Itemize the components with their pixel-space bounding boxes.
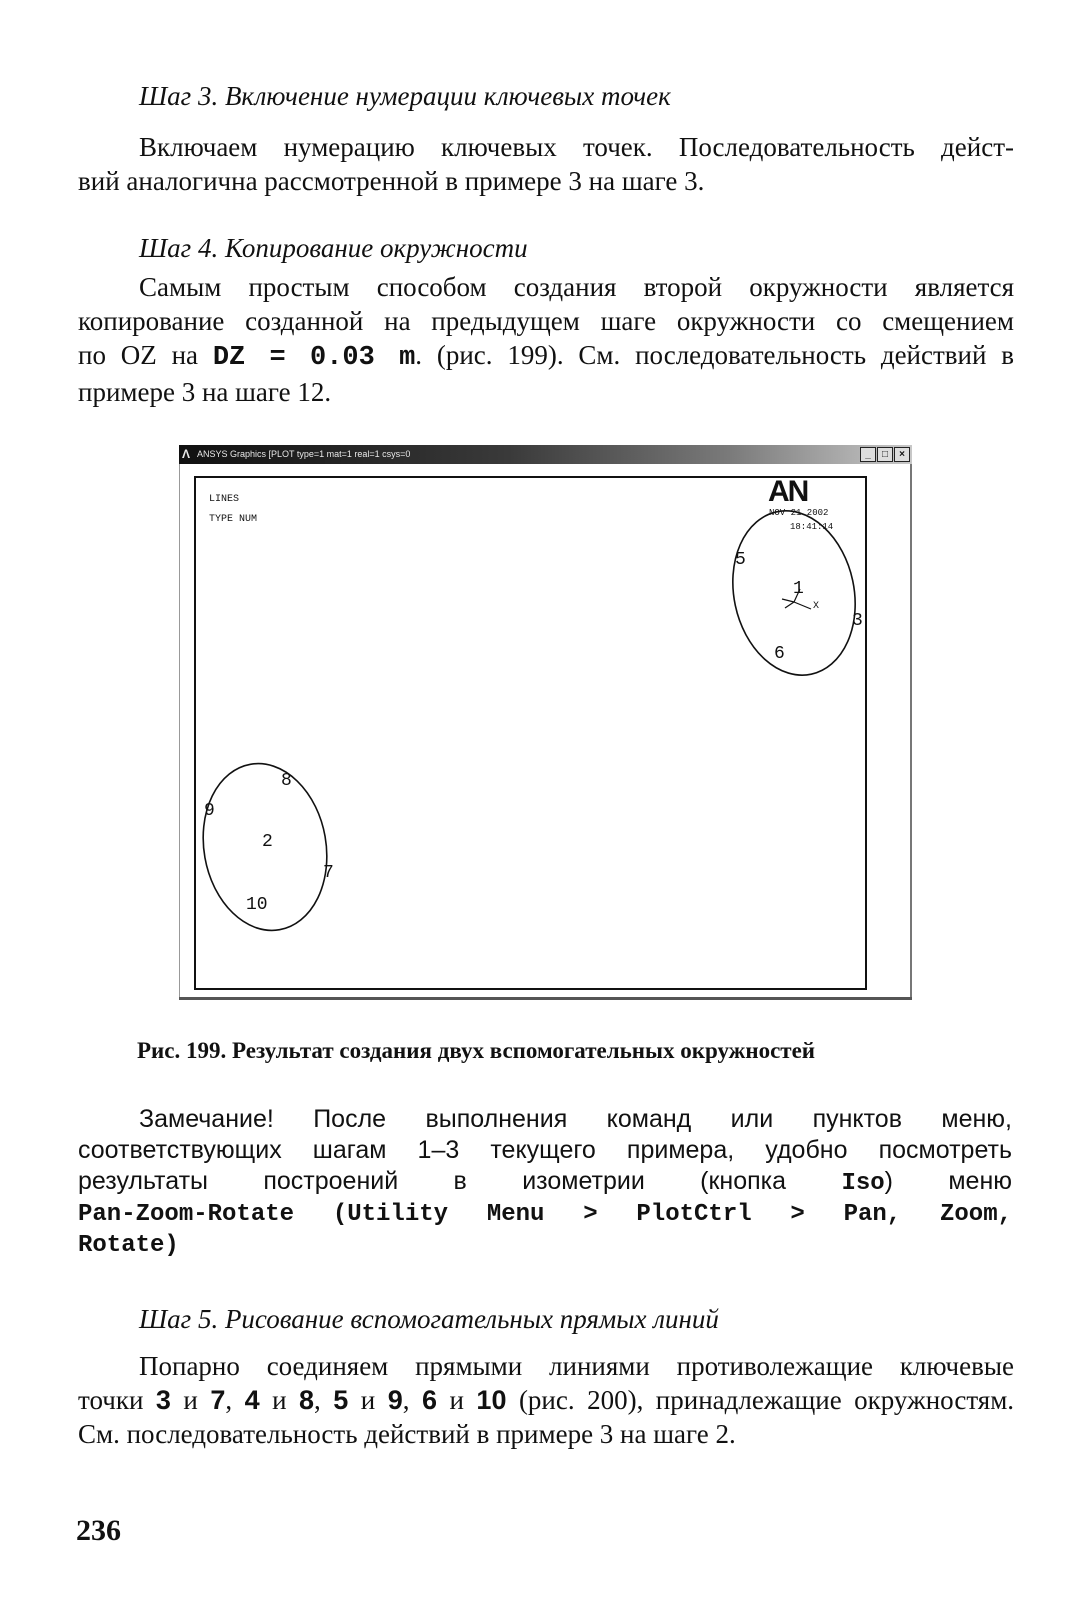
note-line-2: соответствующих шагам 1–3 текущего примера, удобно посмотреть (78, 1136, 1012, 1164)
label-type-num: TYPE NUM (209, 514, 258, 525)
keypoint-5: 5 (735, 550, 746, 570)
ansys-logo-icon: Λ (182, 447, 191, 461)
close-button[interactable]: × (894, 447, 910, 462)
window-title: ANSYS Graphics [PLOT type=1 mat=1 real=1 csys=0 (197, 449, 411, 459)
plot-time: 18:41:14 (790, 522, 834, 532)
window-bottom-edge (179, 997, 912, 1000)
label-lines: LINES (209, 494, 240, 505)
maximize-button[interactable]: □ (877, 447, 893, 462)
step5-title: Шаг 5. Рисование вспомогательных прямых линий (139, 1304, 719, 1334)
keypoint-8: 8 (281, 771, 292, 791)
s5-t0: точки (78, 1385, 156, 1415)
step4-line-4: примере 3 на шаге 12. (78, 377, 332, 407)
step5-paragraph (78, 1349, 1014, 1451)
step3-line-1: Включаем нумерацию ключевых точек. Последовательность дейст- (139, 132, 1014, 162)
circle-1 (718, 499, 865, 686)
keypoint-1: 1 (793, 579, 804, 599)
s5-c6: 9 (387, 1385, 403, 1415)
s5-t3: и (259, 1385, 300, 1415)
s5-t4: , (314, 1385, 334, 1415)
step3-title: Шаг 3. Включение нумерации ключевых точек (139, 81, 671, 111)
plot-canvas (196, 478, 865, 988)
s5-t8: (рис. 200), принадлежащие окружностям. (506, 1385, 1015, 1415)
window-left-edge (179, 464, 180, 998)
keypoint-6: 6 (774, 644, 785, 664)
keypoint-9: 9 (204, 801, 215, 821)
step3-paragraph (78, 130, 1014, 198)
s5-c7: 6 (421, 1385, 438, 1415)
step5-line-1: Попарно соединяем прямыми линиями противолежащие ключевые (139, 1351, 1014, 1381)
step4-line-3-pre: по OZ на (78, 340, 213, 370)
iso-code: Iso (841, 1170, 885, 1197)
s5-t2: , (225, 1385, 245, 1415)
note-line-5: Rotate) (78, 1232, 179, 1259)
keypoint-10: 10 (246, 895, 268, 915)
keypoint-7: 7 (323, 863, 334, 883)
step4-title: Шаг 4. Копирование окружности (139, 233, 528, 263)
step4-line-3-post: . (рис. 199). См. последовательность действий в (415, 340, 1014, 370)
s5-c3: 4 (244, 1385, 260, 1415)
s5-c8: 10 (476, 1385, 507, 1415)
note-paragraph (78, 1104, 1012, 1261)
step5-line-3: См. последовательность действий в примере 3 на шаге 2. (78, 1419, 736, 1449)
step4-line-3 (78, 338, 1014, 375)
note-line-3-post: ) меню (884, 1167, 1012, 1195)
s5-t7: и (437, 1385, 477, 1415)
step5-line-2 (78, 1383, 1014, 1417)
figure-caption: Рис. 199. Результат создания двух вспомогательных окружностей (137, 1038, 816, 1063)
graphics-area[interactable] (194, 476, 867, 990)
s5-t5: и (348, 1385, 388, 1415)
step4-line-2: копирование созданной на предыдущем шаге окружности со смещением (78, 306, 1014, 336)
step3-line-2: вий аналогична рассмотренной в примере 3 на шаге 3. (78, 166, 705, 196)
s5-c5: 5 (333, 1385, 349, 1415)
keypoint-3: 3 (852, 611, 863, 631)
note-line-1: Замечание! После выполнения команд или пунктов меню, (139, 1105, 1012, 1133)
step4-line-1: Самым простым способом создания второй окружности является (139, 272, 1014, 302)
dz-code: DZ = 0.03 m (212, 343, 416, 373)
s5-c4: 8 (299, 1385, 315, 1415)
axis-x-label: X (813, 601, 820, 612)
note-line-3 (78, 1166, 1012, 1199)
note-line-3-pre: результаты построений в изометрии (кнопка (78, 1167, 842, 1195)
minimize-button[interactable]: _ (860, 447, 876, 462)
plot-date: NOV 21 2002 (769, 508, 829, 518)
page-number: 236 (76, 1514, 121, 1547)
keypoint-2: 2 (262, 832, 273, 852)
s5-t6: , (402, 1385, 422, 1415)
s5-c2: 7 (210, 1385, 226, 1415)
window-controls (860, 447, 910, 462)
ansys-window-titlebar (179, 445, 912, 464)
s5-t1: и (170, 1385, 211, 1415)
ansys-logo: AN (768, 475, 808, 508)
step4-paragraph (78, 270, 1014, 409)
s5-c1: 3 (155, 1385, 171, 1415)
window-right-edge (910, 464, 912, 998)
note-line-4: Pan-Zoom-Rotate (Utility Menu > PlotCtrl > Pan, Zoom, (78, 1201, 1012, 1228)
